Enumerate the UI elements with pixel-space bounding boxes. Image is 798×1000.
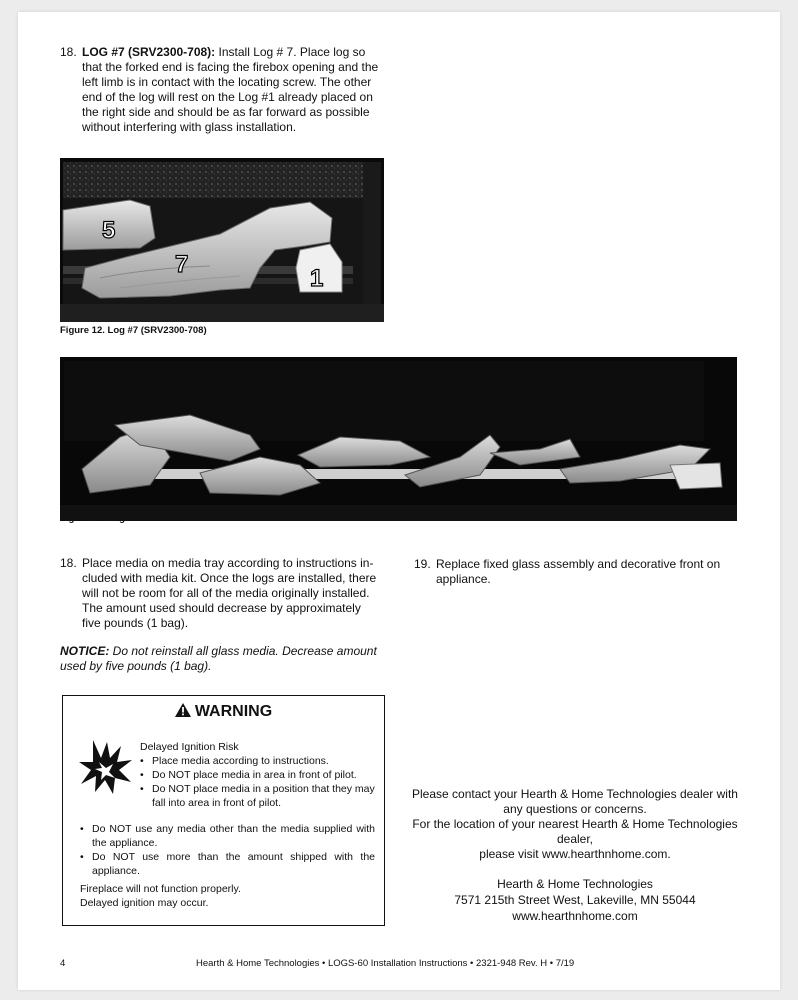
step-text-line: appliance.: [436, 572, 491, 586]
notice: [60, 644, 390, 674]
contact-line: For the location of your nearest Hearth & Home Technologies: [412, 817, 738, 831]
step-text-line: the right side and should be as far forward as possible: [82, 105, 370, 119]
step-text-line: will not be room for all of the media originally installed.: [82, 586, 370, 600]
warning-closing-line: Fireplace will not function properly.: [80, 883, 241, 895]
step-text-line: left limb is in contact with the locating screw. The other: [82, 75, 372, 89]
step-18-media: [60, 556, 390, 631]
log-7-illustration: [60, 158, 384, 322]
figure-13-caption: Figure 13. Log Set Installed: [60, 513, 184, 524]
log-label-7: 7: [175, 251, 189, 278]
notice-label: NOTICE:: [60, 644, 110, 658]
figure-13-photo: [60, 357, 737, 521]
step-text-line: that the forked end is facing the firebox opening and the: [82, 60, 379, 74]
notice-text: Do not reinstall all glass media. Decrease amount: [109, 644, 377, 658]
company-website: www.hearthnhome.com: [512, 909, 638, 923]
list-item: • Do NOT place media in a position that they may fall into area in front of pilot.: [140, 782, 376, 810]
warning-box: [62, 695, 385, 926]
list-item: • Do NOT place media in area in front of pilot.: [140, 768, 376, 782]
contact-line: please visit www.hearthnhome.com.: [479, 847, 671, 861]
warning-triangle-icon: [175, 703, 191, 717]
notice-text: used by five pounds (1 bag).: [60, 659, 212, 673]
contact-line: any questions or concerns.: [503, 802, 647, 816]
explosion-icon: [79, 738, 133, 796]
warning-header: [63, 703, 384, 721]
page-number: 4: [60, 958, 66, 969]
list-item: • Do NOT use any media other than the media supplied with the appliance.: [80, 822, 375, 850]
contact-line: dealer,: [556, 832, 594, 846]
warning-inner-list: [140, 754, 376, 810]
step-number: 19.: [414, 557, 431, 571]
figure-12-caption: Figure 12. Log #7 (SRV2300-708): [60, 325, 207, 336]
document-page: [18, 12, 780, 990]
step-text-line: The amount used should decrease by approximately: [82, 601, 361, 615]
step-title: LOG #7 (SRV2300-708):: [82, 45, 216, 59]
footer-text: Hearth & Home Technologies • LOGS-60 Installation Instructions • 2321-948 Rev. H • 7/19: [196, 958, 575, 969]
contact-info: [402, 787, 748, 862]
log-set-illustration: [60, 357, 737, 521]
warning-title: WARNING: [194, 703, 273, 720]
contact-line: Please contact your Hearth & Home Technologies dealer with: [412, 787, 738, 801]
step-text-line: Replace fixed glass assembly and decorative front on: [436, 557, 721, 571]
step-text-line: cluded with media kit. Once the logs are installed, there: [82, 571, 377, 585]
step-text-line: without interfering with glass installation.: [82, 120, 297, 134]
warning-heading: Delayed Ignition Risk: [140, 741, 239, 753]
step-19: [414, 557, 744, 587]
step-18-log-7: [60, 45, 390, 135]
step-text-line: end of the log will rest on the Log #1 already placed on: [82, 90, 373, 104]
step-text-line: Install Log # 7. Place log so: [215, 45, 366, 59]
company-address: [402, 876, 748, 924]
warning-closing: [80, 882, 241, 910]
step-number: 18.: [60, 556, 77, 570]
figure-12-photo: [60, 158, 384, 322]
company-street: 7571 215th Street West, Lakeville, MN 55044: [454, 893, 696, 907]
step-text-line: Place media on media tray according to instructions in-: [82, 556, 374, 570]
warning-outer-list: [80, 822, 375, 878]
step-number: 18.: [60, 45, 77, 59]
warning-closing-line: Delayed ignition may occur.: [80, 897, 209, 909]
company-name: Hearth & Home Technologies: [497, 877, 653, 891]
step-text-line: five pounds (1 bag).: [82, 616, 189, 630]
list-item: • Do NOT use more than the amount shipped with the appliance.: [80, 850, 375, 878]
list-item: • Place media according to instructions.: [140, 754, 376, 768]
log-label-1: 1: [310, 265, 324, 292]
log-label-5: 5: [102, 217, 116, 244]
